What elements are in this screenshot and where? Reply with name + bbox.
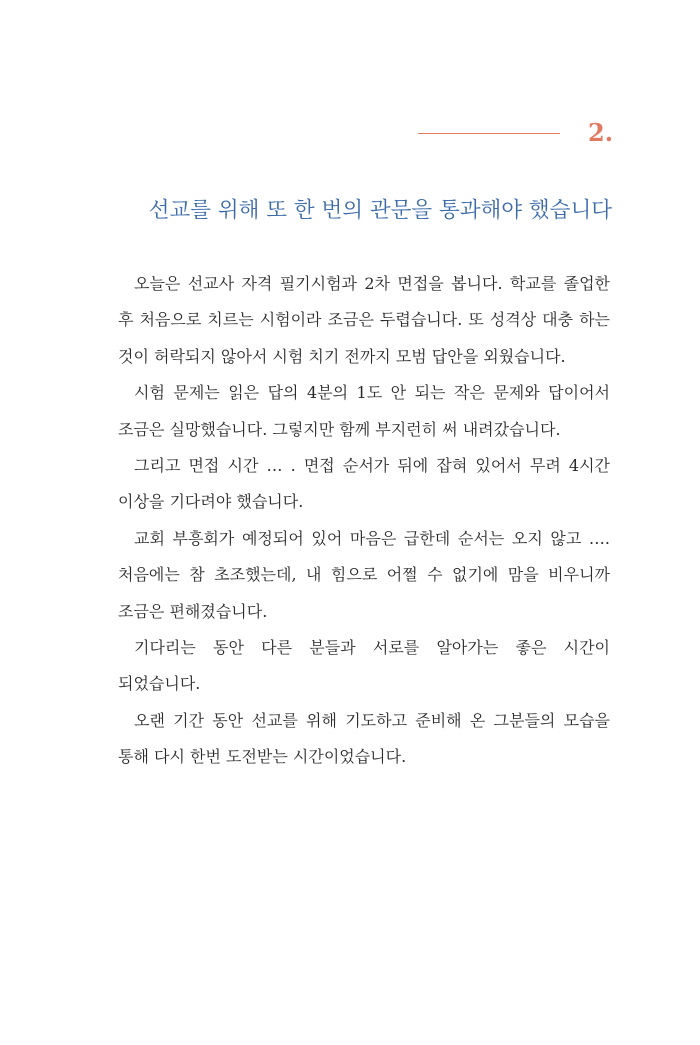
paragraph: 교회 부흥회가 예정되어 있어 마음은 급한데 순서는 오지 않고 ….처음에는 참 초조했는데, 내 힘으로 어쩔 수 없기에 맘을 비우니까 조금은 편해졌습니다. (118, 528, 610, 621)
chapter-number: 2. (588, 118, 614, 147)
chapter-title: 선교를 위해 또 한 번의 관문을 통과해야 했습니다 (148, 198, 612, 223)
paragraph: 그리고 면접 시간 … . 면접 순서가 뒤에 잡혀 있어서 무려 4시간 이상을 기다려야 했습니다. (118, 456, 610, 512)
paragraph: 오늘은 선교사 자격 필기시험과 2차 면접을 봅니다. 학교를 졸업한 후 처음으로 치르는 시험이라 조금은 두렵습니다. 또 성격상 대충 하는 것이 허락되지 않아서 시험 치기 전까지 모범 답안을 외웠습니다. (118, 274, 610, 366)
body-text (118, 266, 610, 776)
paragraph: 시험 문제는 읽은 답의 4분의 1도 안 되는 작은 문제와 답이어서 조금은 실망했습니다. 그렇지만 함께 부지런히 써 내려갔습니다. (118, 383, 610, 439)
paragraph: 오랜 기간 동안 선교를 위해 기도하고 준비해 온 그분들의 모습을 통해 다시 한번 도전받는 시간이었습니다. (118, 710, 610, 767)
chapter-rule (418, 133, 560, 134)
paragraph: 기다리는 동안 다른 분들과 서로를 알아가는 좋은 시간이 되었습니다. (118, 638, 610, 694)
